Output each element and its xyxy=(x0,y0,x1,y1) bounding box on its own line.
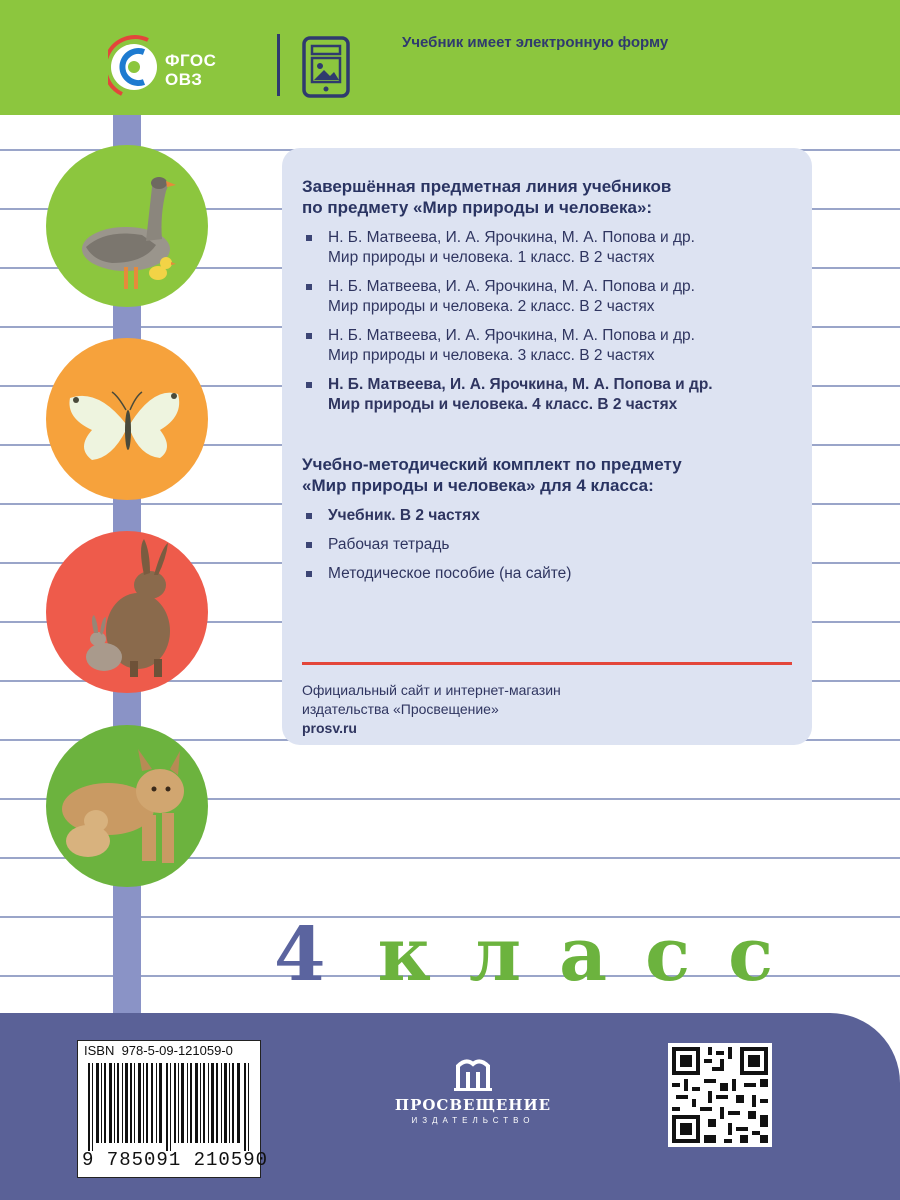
list-item-title: Мир природы и человека. 2 класс. В 2 частях xyxy=(328,298,655,315)
isbn-label: ISBN xyxy=(84,1043,115,1058)
publisher-logo xyxy=(388,1044,558,1134)
qr-code xyxy=(668,1043,772,1147)
kit-heading-1: Учебно-методический комплект по предмету xyxy=(302,455,682,474)
goose-illustration xyxy=(46,145,208,307)
list-item-authors: Н. Б. Матвеева, И. А. Ярочкина, М. А. Попова и др. xyxy=(328,229,695,246)
list-item: Учебник. В 2 частях xyxy=(302,506,571,526)
fgos-logo xyxy=(108,34,248,100)
isbn-text xyxy=(84,1043,233,1058)
barcode-icon xyxy=(88,1063,252,1151)
subject-line-heading-2: по предмету «Мир природы и человека»: xyxy=(302,198,653,217)
qr-code-icon xyxy=(672,1047,768,1143)
electronic-form-note: Учебник имеет электронную форму xyxy=(402,34,669,51)
list-item-title: Мир природы и человека. 3 класс. В 2 частях xyxy=(328,347,655,364)
tablet-icon xyxy=(302,36,350,98)
isbn-barcode xyxy=(77,1040,269,1178)
prosveshchenie-logo-icon xyxy=(388,1044,558,1094)
subject-line-heading xyxy=(302,176,671,218)
lynx-illustration xyxy=(46,725,208,887)
list-item: Методическое пособие (на сайте) xyxy=(302,564,571,584)
site-url[interactable]: prosv.ru xyxy=(302,720,357,736)
hare-icon xyxy=(46,531,208,693)
fgos-line2: ОВЗ xyxy=(165,70,203,89)
lynx-icon xyxy=(46,725,208,887)
grade-number: 4 xyxy=(274,912,356,998)
list-item: Рабочая тетрадь xyxy=(302,535,571,555)
list-item xyxy=(302,375,713,415)
hare-illustration xyxy=(46,531,208,693)
info-panel xyxy=(282,148,812,745)
fgos-line1: ФГОС xyxy=(165,51,217,70)
isbn-number: 978-5-09-121059-0 xyxy=(121,1043,233,1058)
kit-heading-2: «Мир природы и человека» для 4 класса: xyxy=(302,476,654,495)
list-item-title: Мир природы и человека. 4 класс. В 2 частях xyxy=(328,396,678,413)
kit-list xyxy=(302,506,571,593)
grade-word: класс xyxy=(377,912,812,998)
list-item-authors: Н. Б. Матвеева, И. А. Ярочкина, М. А. Попова и др. xyxy=(328,278,695,295)
fgos-logo-icon xyxy=(108,34,164,100)
panel-divider xyxy=(302,662,792,665)
butterfly-icon xyxy=(46,338,208,500)
list-item xyxy=(302,277,713,317)
list-item-authors: Н. Б. Матвеева, И. А. Ярочкина, М. А. Попова и др. xyxy=(328,376,713,393)
list-item-authors: Н. Б. Матвеева, И. А. Ярочкина, М. А. Попова и др. xyxy=(328,327,695,344)
list-item xyxy=(302,228,713,268)
publisher-subtitle: ИЗДАТЕЛЬСТВО xyxy=(411,1116,535,1125)
subject-line-heading-1: Завершённая предметная линия учебников xyxy=(302,177,672,196)
grade-label xyxy=(274,910,811,1000)
site-line-1: Официальный сайт и интернет-магазин xyxy=(302,682,561,698)
list-item xyxy=(302,326,713,366)
publisher-name: ПРОСВЕЩЕНИЕ xyxy=(394,1096,552,1114)
butterfly-illustration xyxy=(46,338,208,500)
publisher-site-info xyxy=(302,681,561,738)
kit-heading xyxy=(302,454,682,496)
site-line-2: издательства «Просвещение» xyxy=(302,701,499,717)
goose-icon xyxy=(46,145,208,307)
list-item-title: Мир природы и человека. 1 класс. В 2 частях xyxy=(328,249,655,266)
header-divider xyxy=(277,34,280,96)
barcode-digits: 9 785091 210590 xyxy=(82,1149,269,1171)
textbook-line-list xyxy=(302,228,713,424)
